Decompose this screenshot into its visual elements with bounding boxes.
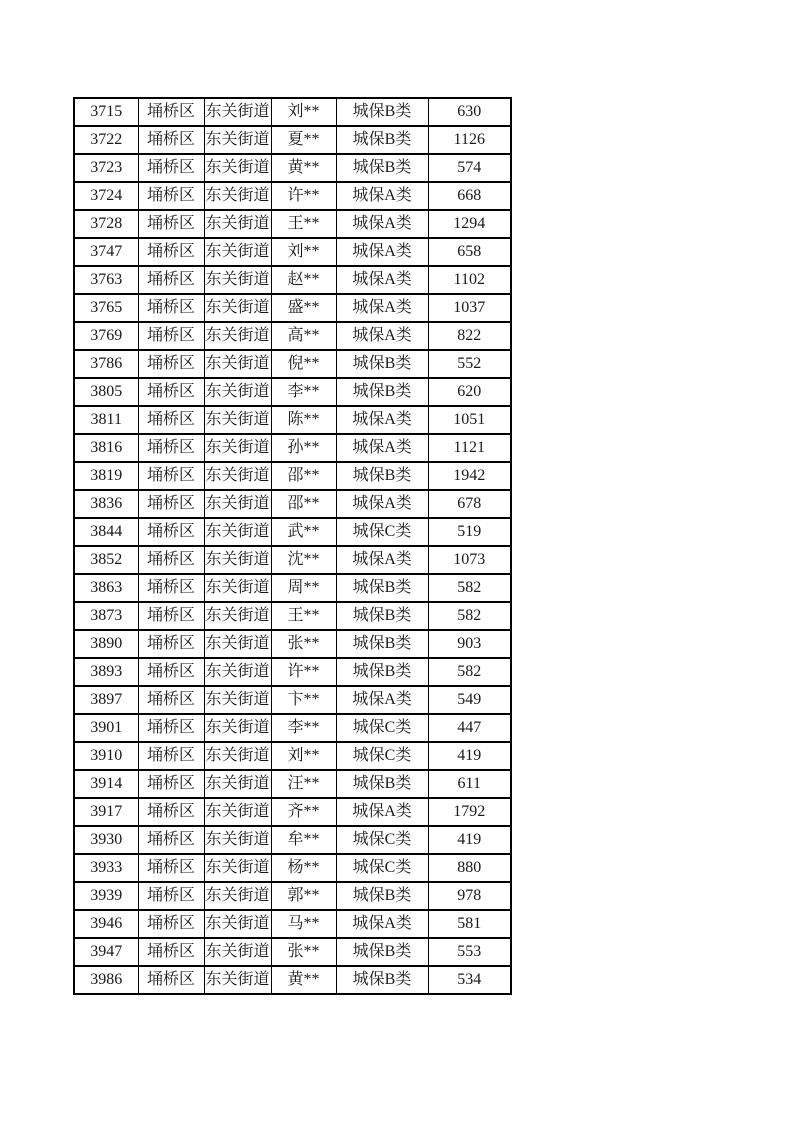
street-cell: 东关街道 (204, 602, 271, 630)
category-cell: 城保B类 (336, 98, 428, 126)
street-cell: 东关街道 (204, 518, 271, 546)
category-cell: 城保C类 (336, 826, 428, 854)
district-cell: 埇桥区 (138, 462, 204, 490)
name-cell: 李** (271, 378, 336, 406)
amount-cell: 978 (428, 882, 511, 910)
table-row (74, 266, 511, 294)
name-cell: 倪** (271, 350, 336, 378)
category-cell: 城保C类 (336, 518, 428, 546)
table-row (74, 826, 511, 854)
amount-cell: 678 (428, 490, 511, 518)
street-cell: 东关街道 (204, 658, 271, 686)
table-row (74, 350, 511, 378)
street-cell: 东关街道 (204, 882, 271, 910)
amount-cell: 447 (428, 714, 511, 742)
street-cell: 东关街道 (204, 798, 271, 826)
benefits-table (73, 97, 512, 995)
category-cell: 城保A类 (336, 910, 428, 938)
street-cell: 东关街道 (204, 770, 271, 798)
amount-cell: 574 (428, 154, 511, 182)
serial-number-cell: 3816 (74, 434, 138, 462)
name-cell: 牟** (271, 826, 336, 854)
table-row (74, 742, 511, 770)
district-cell: 埇桥区 (138, 714, 204, 742)
table-row (74, 126, 511, 154)
category-cell: 城保B类 (336, 350, 428, 378)
name-cell: 刘** (271, 238, 336, 266)
serial-number-cell: 3890 (74, 630, 138, 658)
table-row (74, 238, 511, 266)
name-cell: 夏** (271, 126, 336, 154)
amount-cell: 1121 (428, 434, 511, 462)
amount-cell: 582 (428, 658, 511, 686)
street-cell: 东关街道 (204, 910, 271, 938)
amount-cell: 1037 (428, 294, 511, 322)
table-row (74, 854, 511, 882)
amount-cell: 668 (428, 182, 511, 210)
amount-cell: 549 (428, 686, 511, 714)
table-row (74, 406, 511, 434)
table-row (74, 602, 511, 630)
category-cell: 城保A类 (336, 210, 428, 238)
table-row (74, 574, 511, 602)
serial-number-cell: 3933 (74, 854, 138, 882)
amount-cell: 552 (428, 350, 511, 378)
amount-cell: 620 (428, 378, 511, 406)
district-cell: 埇桥区 (138, 182, 204, 210)
category-cell: 城保A类 (336, 266, 428, 294)
street-cell: 东关街道 (204, 126, 271, 154)
category-cell: 城保C类 (336, 854, 428, 882)
table-row (74, 518, 511, 546)
serial-number-cell: 3811 (74, 406, 138, 434)
table-row (74, 910, 511, 938)
category-cell: 城保C类 (336, 714, 428, 742)
serial-number-cell: 3724 (74, 182, 138, 210)
table-row (74, 714, 511, 742)
serial-number-cell: 3805 (74, 378, 138, 406)
name-cell: 武** (271, 518, 336, 546)
district-cell: 埇桥区 (138, 210, 204, 238)
serial-number-cell: 3722 (74, 126, 138, 154)
serial-number-cell: 3914 (74, 770, 138, 798)
street-cell: 东关街道 (204, 854, 271, 882)
name-cell: 王** (271, 602, 336, 630)
district-cell: 埇桥区 (138, 154, 204, 182)
name-cell: 盛** (271, 294, 336, 322)
street-cell: 东关街道 (204, 630, 271, 658)
category-cell: 城保A类 (336, 798, 428, 826)
table-row (74, 966, 511, 994)
amount-cell: 419 (428, 742, 511, 770)
serial-number-cell: 3819 (74, 462, 138, 490)
serial-number-cell: 3723 (74, 154, 138, 182)
serial-number-cell: 3786 (74, 350, 138, 378)
name-cell: 郭** (271, 882, 336, 910)
amount-cell: 581 (428, 910, 511, 938)
table-row (74, 462, 511, 490)
table-row (74, 154, 511, 182)
serial-number-cell: 3836 (74, 490, 138, 518)
district-cell: 埇桥区 (138, 126, 204, 154)
amount-cell: 880 (428, 854, 511, 882)
category-cell: 城保B类 (336, 154, 428, 182)
street-cell: 东关街道 (204, 210, 271, 238)
district-cell: 埇桥区 (138, 910, 204, 938)
street-cell: 东关街道 (204, 686, 271, 714)
serial-number-cell: 3873 (74, 602, 138, 630)
district-cell: 埇桥区 (138, 938, 204, 966)
amount-cell: 1051 (428, 406, 511, 434)
name-cell: 刘** (271, 98, 336, 126)
category-cell: 城保A类 (336, 546, 428, 574)
table-row (74, 630, 511, 658)
table-body (74, 98, 511, 994)
name-cell: 邵** (271, 490, 336, 518)
table-row (74, 658, 511, 686)
district-cell: 埇桥区 (138, 98, 204, 126)
name-cell: 王** (271, 210, 336, 238)
table-row (74, 294, 511, 322)
serial-number-cell: 3852 (74, 546, 138, 574)
table-row (74, 378, 511, 406)
table-row (74, 98, 511, 126)
category-cell: 城保A类 (336, 182, 428, 210)
serial-number-cell: 3763 (74, 266, 138, 294)
table-row (74, 182, 511, 210)
serial-number-cell: 3715 (74, 98, 138, 126)
name-cell: 黄** (271, 154, 336, 182)
name-cell: 马** (271, 910, 336, 938)
amount-cell: 611 (428, 770, 511, 798)
street-cell: 东关街道 (204, 434, 271, 462)
table-row (74, 798, 511, 826)
name-cell: 杨** (271, 854, 336, 882)
name-cell: 刘** (271, 742, 336, 770)
name-cell: 卞** (271, 686, 336, 714)
amount-cell: 658 (428, 238, 511, 266)
amount-cell: 419 (428, 826, 511, 854)
district-cell: 埇桥区 (138, 602, 204, 630)
amount-cell: 1126 (428, 126, 511, 154)
amount-cell: 1792 (428, 798, 511, 826)
district-cell: 埇桥区 (138, 546, 204, 574)
serial-number-cell: 3947 (74, 938, 138, 966)
street-cell: 东关街道 (204, 966, 271, 994)
district-cell: 埇桥区 (138, 378, 204, 406)
name-cell: 张** (271, 938, 336, 966)
name-cell: 陈** (271, 406, 336, 434)
street-cell: 东关街道 (204, 742, 271, 770)
district-cell: 埇桥区 (138, 826, 204, 854)
serial-number-cell: 3901 (74, 714, 138, 742)
category-cell: 城保C类 (336, 742, 428, 770)
category-cell: 城保A类 (336, 238, 428, 266)
street-cell: 东关街道 (204, 378, 271, 406)
category-cell: 城保B类 (336, 938, 428, 966)
amount-cell: 630 (428, 98, 511, 126)
district-cell: 埇桥区 (138, 658, 204, 686)
category-cell: 城保A类 (336, 294, 428, 322)
category-cell: 城保B类 (336, 658, 428, 686)
serial-number-cell: 3747 (74, 238, 138, 266)
street-cell: 东关街道 (204, 98, 271, 126)
street-cell: 东关街道 (204, 350, 271, 378)
category-cell: 城保A类 (336, 322, 428, 350)
street-cell: 东关街道 (204, 714, 271, 742)
name-cell: 黄** (271, 966, 336, 994)
amount-cell: 1942 (428, 462, 511, 490)
table-row (74, 546, 511, 574)
table-row (74, 882, 511, 910)
district-cell: 埇桥区 (138, 882, 204, 910)
category-cell: 城保B类 (336, 630, 428, 658)
serial-number-cell: 3893 (74, 658, 138, 686)
amount-cell: 534 (428, 966, 511, 994)
serial-number-cell: 3930 (74, 826, 138, 854)
district-cell: 埇桥区 (138, 434, 204, 462)
street-cell: 东关街道 (204, 266, 271, 294)
amount-cell: 1294 (428, 210, 511, 238)
table-row (74, 434, 511, 462)
name-cell: 沈** (271, 546, 336, 574)
amount-cell: 822 (428, 322, 511, 350)
category-cell: 城保B类 (336, 966, 428, 994)
name-cell: 邵** (271, 462, 336, 490)
serial-number-cell: 3897 (74, 686, 138, 714)
amount-cell: 582 (428, 602, 511, 630)
street-cell: 东关街道 (204, 462, 271, 490)
serial-number-cell: 3728 (74, 210, 138, 238)
table-row (74, 322, 511, 350)
serial-number-cell: 3844 (74, 518, 138, 546)
district-cell: 埇桥区 (138, 406, 204, 434)
serial-number-cell: 3765 (74, 294, 138, 322)
serial-number-cell: 3939 (74, 882, 138, 910)
street-cell: 东关街道 (204, 938, 271, 966)
name-cell: 张** (271, 630, 336, 658)
district-cell: 埇桥区 (138, 350, 204, 378)
street-cell: 东关街道 (204, 154, 271, 182)
table-row (74, 490, 511, 518)
district-cell: 埇桥区 (138, 854, 204, 882)
street-cell: 东关街道 (204, 574, 271, 602)
category-cell: 城保B类 (336, 378, 428, 406)
street-cell: 东关街道 (204, 182, 271, 210)
district-cell: 埇桥区 (138, 630, 204, 658)
amount-cell: 1073 (428, 546, 511, 574)
district-cell: 埇桥区 (138, 490, 204, 518)
district-cell: 埇桥区 (138, 294, 204, 322)
amount-cell: 519 (428, 518, 511, 546)
name-cell: 孙** (271, 434, 336, 462)
name-cell: 许** (271, 182, 336, 210)
street-cell: 东关街道 (204, 826, 271, 854)
amount-cell: 1102 (428, 266, 511, 294)
category-cell: 城保A类 (336, 406, 428, 434)
amount-cell: 903 (428, 630, 511, 658)
table-row (74, 770, 511, 798)
name-cell: 周** (271, 574, 336, 602)
name-cell: 李** (271, 714, 336, 742)
serial-number-cell: 3863 (74, 574, 138, 602)
district-cell: 埇桥区 (138, 574, 204, 602)
district-cell: 埇桥区 (138, 742, 204, 770)
category-cell: 城保B类 (336, 574, 428, 602)
street-cell: 东关街道 (204, 294, 271, 322)
category-cell: 城保B类 (336, 882, 428, 910)
table-row (74, 210, 511, 238)
street-cell: 东关街道 (204, 238, 271, 266)
category-cell: 城保B类 (336, 126, 428, 154)
category-cell: 城保A类 (336, 686, 428, 714)
street-cell: 东关街道 (204, 546, 271, 574)
table-row (74, 686, 511, 714)
serial-number-cell: 3946 (74, 910, 138, 938)
name-cell: 齐** (271, 798, 336, 826)
street-cell: 东关街道 (204, 490, 271, 518)
name-cell: 许** (271, 658, 336, 686)
serial-number-cell: 3910 (74, 742, 138, 770)
amount-cell: 582 (428, 574, 511, 602)
district-cell: 埇桥区 (138, 966, 204, 994)
category-cell: 城保A类 (336, 490, 428, 518)
name-cell: 高** (271, 322, 336, 350)
amount-cell: 553 (428, 938, 511, 966)
street-cell: 东关街道 (204, 322, 271, 350)
serial-number-cell: 3986 (74, 966, 138, 994)
district-cell: 埇桥区 (138, 266, 204, 294)
name-cell: 赵** (271, 266, 336, 294)
district-cell: 埇桥区 (138, 798, 204, 826)
table-row (74, 938, 511, 966)
street-cell: 东关街道 (204, 406, 271, 434)
district-cell: 埇桥区 (138, 686, 204, 714)
category-cell: 城保A类 (336, 434, 428, 462)
category-cell: 城保B类 (336, 602, 428, 630)
name-cell: 汪** (271, 770, 336, 798)
category-cell: 城保B类 (336, 462, 428, 490)
district-cell: 埇桥区 (138, 518, 204, 546)
district-cell: 埇桥区 (138, 322, 204, 350)
serial-number-cell: 3917 (74, 798, 138, 826)
serial-number-cell: 3769 (74, 322, 138, 350)
district-cell: 埇桥区 (138, 770, 204, 798)
category-cell: 城保B类 (336, 770, 428, 798)
district-cell: 埇桥区 (138, 238, 204, 266)
